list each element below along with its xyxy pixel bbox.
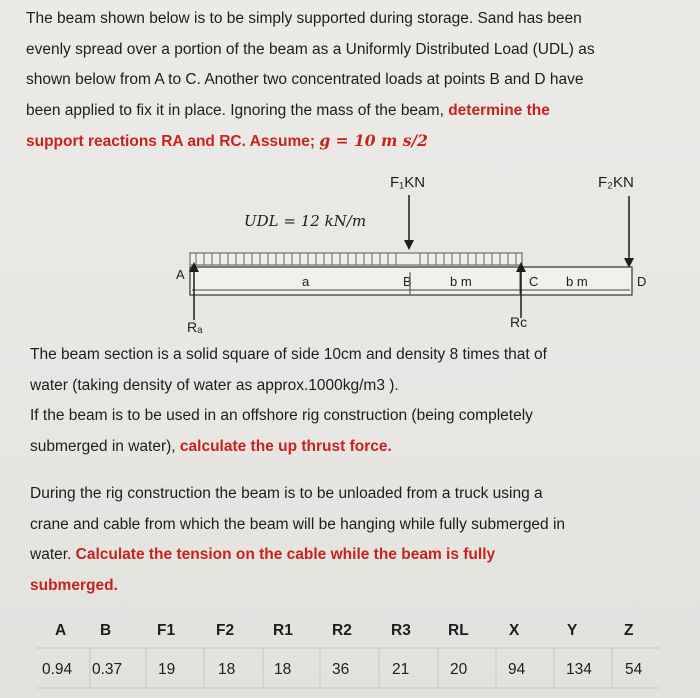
dimension-bm-1: b m — [450, 274, 472, 289]
table-header-cell: Z — [624, 622, 634, 639]
udl-label: UDL = 12 kN/m — [244, 212, 367, 230]
f1-arrow-head — [404, 240, 414, 250]
rc-label: Rc — [510, 314, 528, 330]
f2-label: F₂KN — [598, 174, 634, 191]
table-value-cell: 0.37 — [92, 661, 123, 678]
table-header-cell: A — [55, 622, 67, 639]
tension-paragraph — [30, 479, 680, 601]
table-value-cell: 0.94 — [42, 661, 73, 678]
table-grid — [0, 600, 700, 698]
table-value-cell: 94 — [508, 661, 526, 678]
g-expression: g = 10 m s/2 — [319, 131, 428, 150]
table-header-cell: B — [100, 622, 112, 639]
determine-text: determine the — [448, 101, 550, 119]
beam-diagram — [0, 160, 700, 340]
point-d: D — [637, 274, 647, 289]
dimension-a: a — [302, 274, 310, 289]
table-value-cell: 54 — [625, 661, 643, 678]
table-header-cell: R1 — [273, 622, 293, 639]
table-value-cell: 21 — [392, 661, 410, 678]
tension-line: During the rig construction the beam is to be unloaded from a truck using a — [30, 485, 543, 502]
table-header-cell: R2 — [332, 622, 352, 639]
section-line: submerged in water), — [30, 437, 176, 455]
table-value-cell: 18 — [274, 661, 292, 678]
point-c: C — [529, 274, 539, 289]
tension-question: Calculate the tension on the cable while the beam is fully — [75, 546, 496, 563]
tension-question: submerged. — [30, 576, 118, 594]
intro-line: The beam shown below is to be simply supported during storage. Sand has been — [26, 10, 582, 27]
table-value-cell: 20 — [450, 661, 468, 678]
ra-label: Rₐ — [187, 319, 203, 335]
table-header-cell: X — [509, 622, 520, 639]
table-header-cell: F2 — [216, 622, 235, 639]
udl-hatching — [196, 253, 516, 265]
tension-line: crane and cable from which the beam will be hanging while fully submerged in — [30, 515, 566, 533]
section-line: water (taking density of water as approx.1000kg/m3 ). — [30, 376, 399, 394]
table-header-cell: Y — [567, 622, 578, 639]
section-paragraph — [30, 340, 680, 462]
table-value-cell: 19 — [158, 661, 176, 678]
determine-text: support reactions RA and RC. Assume; — [26, 133, 316, 150]
problem-paragraph — [26, 4, 676, 158]
table-value-cell: 134 — [566, 661, 592, 678]
f1-label: F₁KN — [390, 174, 426, 191]
table-value-cell: 18 — [218, 661, 236, 678]
point-b: B — [403, 274, 412, 289]
intro-line: shown below from A to C. Another two concentrated loads at points B and D have — [26, 71, 584, 88]
section-line: The beam section is a solid square of side 10cm and density 8 times that of — [30, 346, 547, 363]
table-value-cell: 36 — [332, 661, 350, 678]
point-a: A — [176, 267, 185, 282]
intro-line: been applied to fix it in place. Ignoring the mass of the beam, — [26, 101, 444, 119]
dimension-bm-2: b m — [566, 274, 588, 289]
table-header-cell: F1 — [157, 622, 176, 639]
table-header-cell: RL — [448, 622, 469, 639]
tension-line: water. — [30, 546, 72, 563]
upthrust-question: calculate the up thrust force. — [179, 437, 392, 455]
intro-line: evenly spread over a portion of the beam as a Uniformly Distributed Load (UDL) as — [26, 40, 595, 58]
table-header-cell: R3 — [391, 622, 411, 639]
section-line: If the beam is to be used in an offshore rig construction (being completely — [30, 407, 533, 424]
